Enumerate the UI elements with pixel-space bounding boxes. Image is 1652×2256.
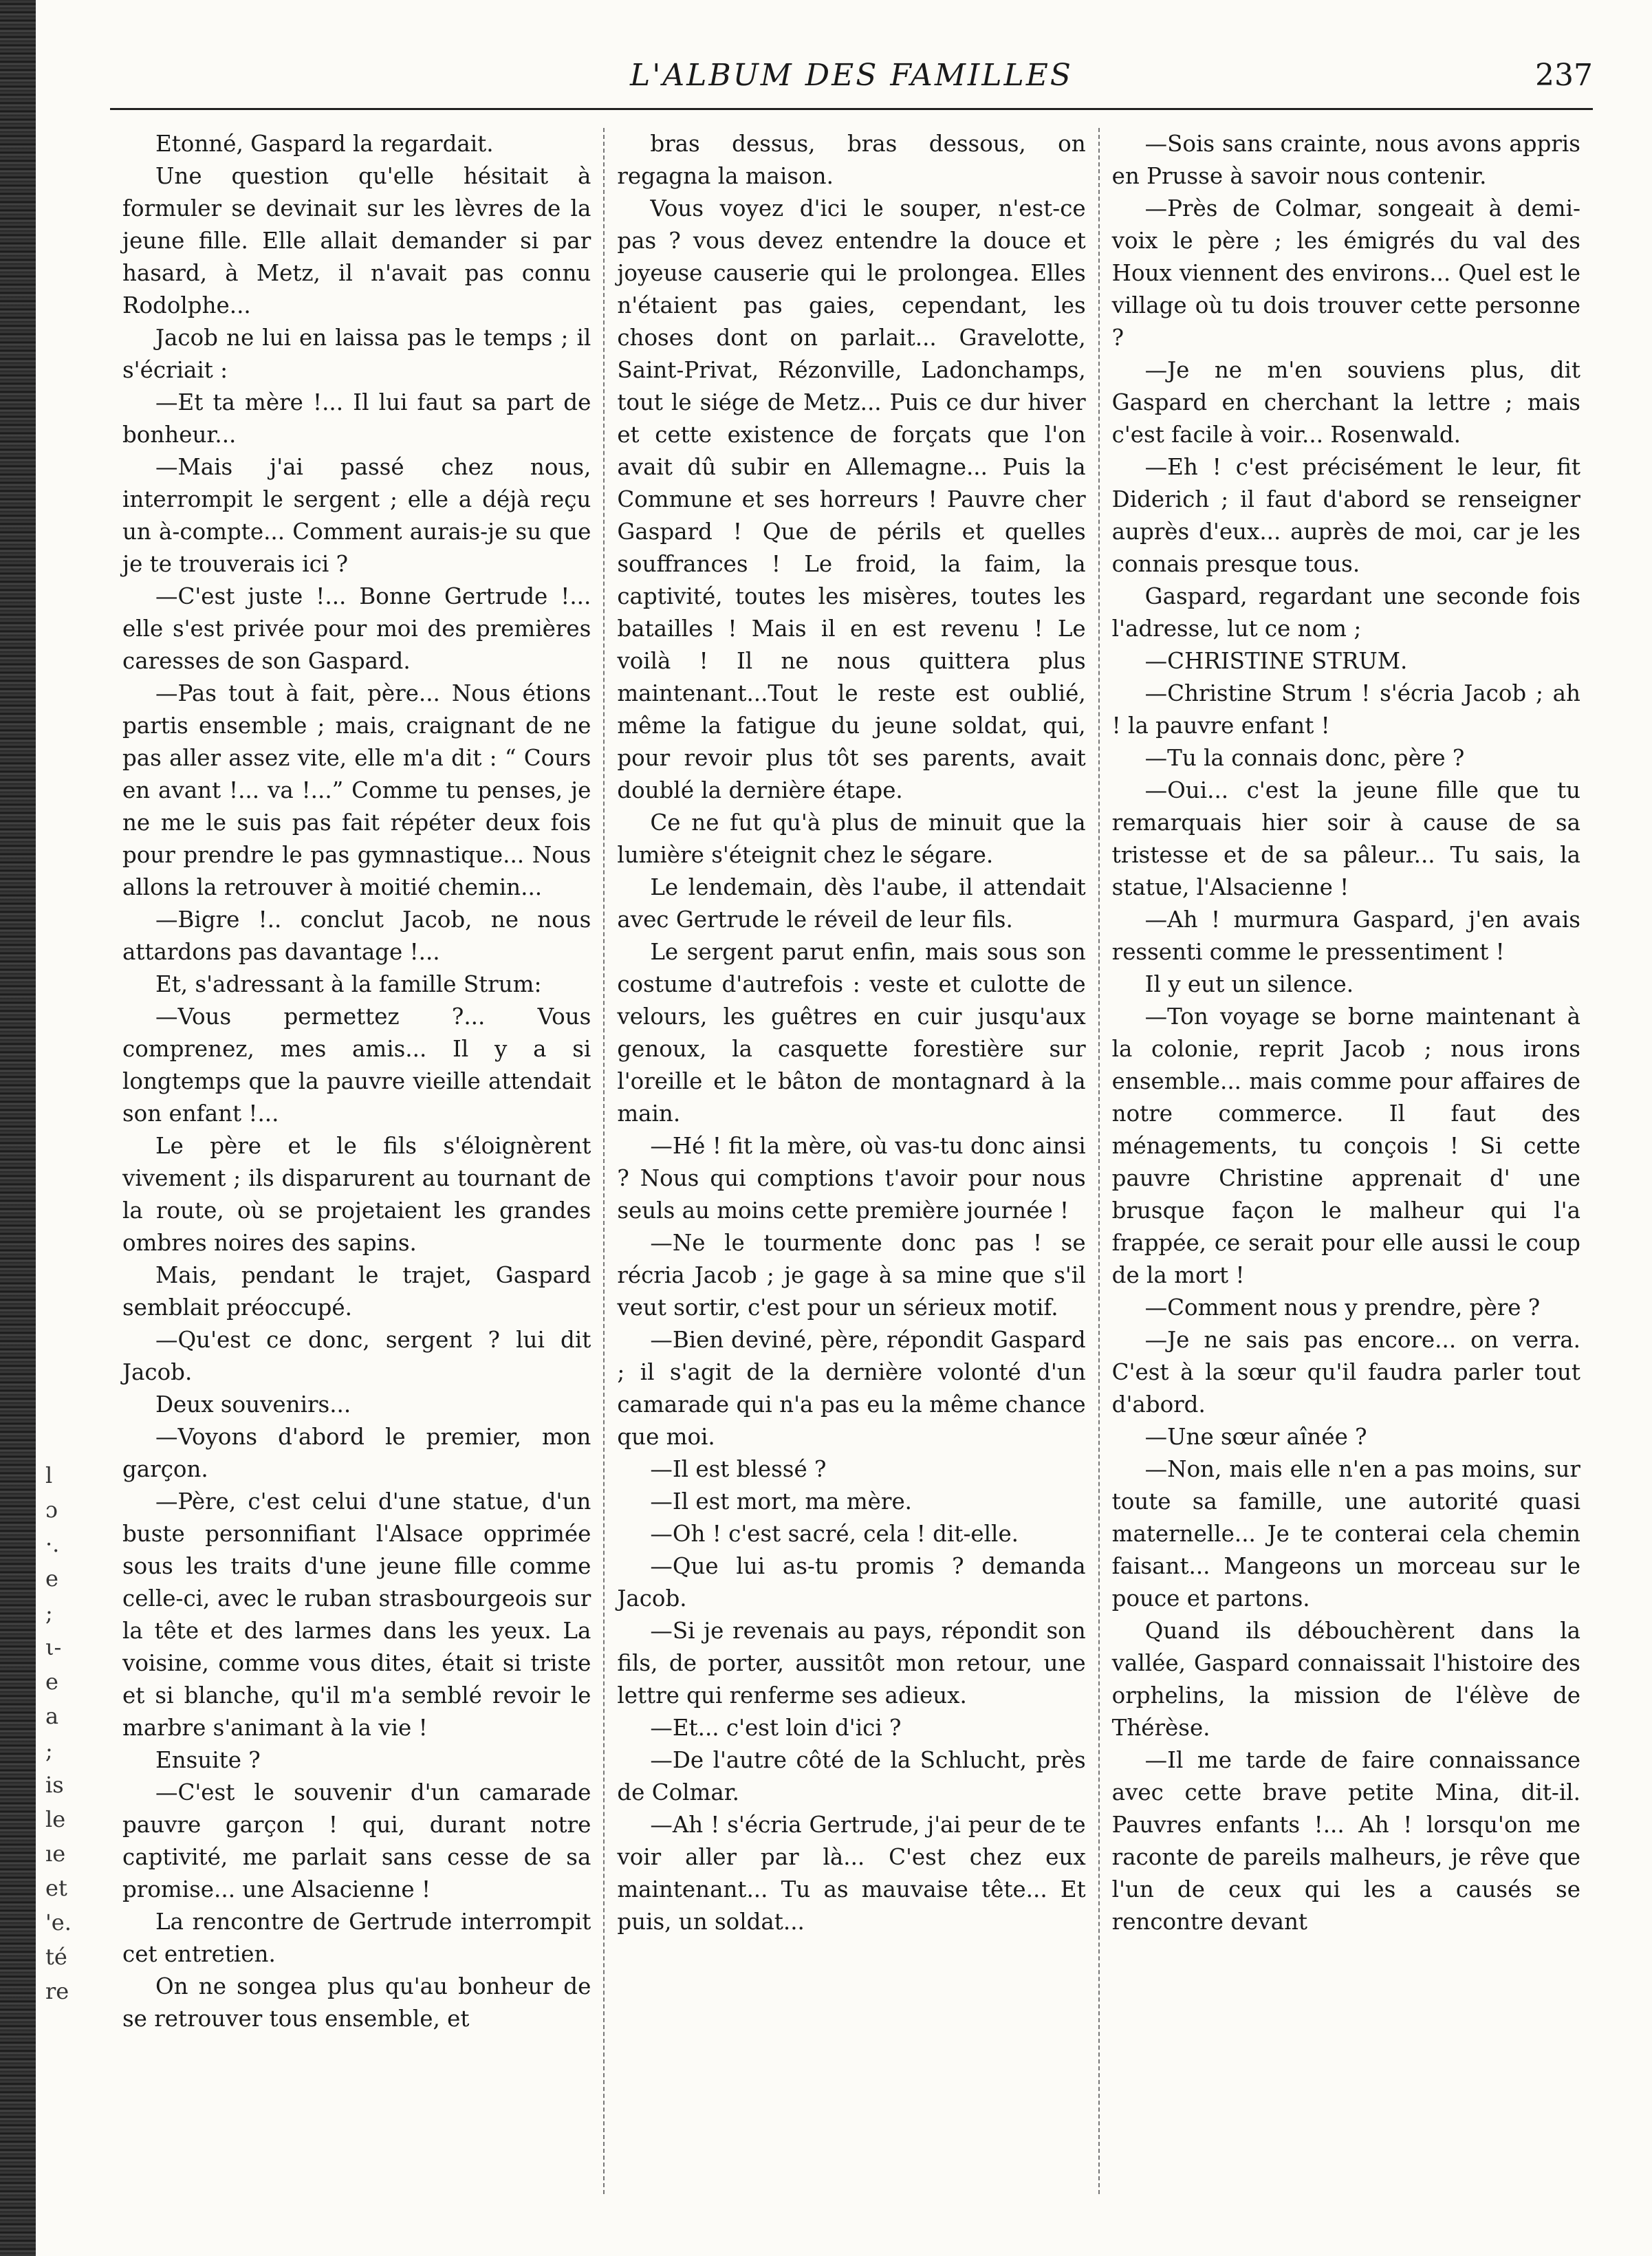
margin-fragment: le [45,1806,66,1832]
paragraph: —CHRISTINE STRUM. [1144,648,1408,674]
paragraph: —Ton voyage se borne maintenant à la colonie, reprit Jacob ; nous irons ensemble... mais comme pour affaires de notre commerce. Il faut des ménagements, tu conçois ! Si cette pauvre Christine apprenait d' une brusque façon le malheur qui l'a frappée, ce serait pour elle aussi le coup de la mort ! [1111,1004,1580,1288]
paragraph: Jacob ne lui en laissa pas le temps ; il s'écriait : [122,325,591,383]
margin-fragment: e [45,1565,58,1592]
page-number: 237 [1535,58,1593,93]
paragraph: —C'est le souvenir d'un camarade pauvre garçon ! qui, durant notre captivité, me parlait sans cesse de sa promise... une Alsacienne ! [122,1779,591,1902]
margin-fragment: ·. [45,1531,60,1557]
paragraph: —Pas tout à fait, père... Nous étions partis ensemble ; mais, craignant de ne pas aller assez vite, elle m'a dit : “ Cours en avant !... va !...” Comme tu penses, je ne me le suis pas fait répéter deux fois pour prendre le pas gymnastique... Nous allons la retrouver à moitié chemin... [122,680,591,900]
header-rule [110,108,1593,110]
running-title: L'ALBUM DES FAMILLES [630,58,1073,93]
paragraph: Et, s'adressant à la famille Strum: [155,971,542,997]
paragraph: Le lendemain, dès l'aube, il attendait avec Gertrude le réveil de leur fils. [617,874,1086,933]
paragraph: Une question qu'elle hésitait à formuler se devinait sur les lèvres de la jeune fille. Elle allait demander si par hasard, à Metz, il n'avait pas connu Rodolphe... [122,163,591,318]
paragraph: —De l'autre côté de la Schlucht, près de Colmar. [617,1747,1086,1805]
column-2 [603,128,1098,2194]
paragraph: —Ah ! s'écria Gertrude, j'ai peur de te voir aller par là... C'est chez eux maintenant... Tu as mauvaise tête... Et puis, un soldat... [617,1812,1086,1935]
paragraph: —Que lui as-tu promis ? demanda Jacob. [617,1553,1086,1612]
paragraph: —Christine Strum ! s'écria Jacob ; ah ! la pauvre enfant ! [1111,680,1580,739]
margin-fragment: re [45,1978,69,2004]
paragraph: —Ne le tourmente donc pas ! se récria Jacob ; je gage à sa mine que s'il veut sortir, c'est pour un sérieux motif. [617,1230,1086,1321]
paragraph: —Oui... c'est la jeune fille que tu remarquais hier soir à cause de sa tristesse et de sa pâleur... Tu sais, la statue, l'Alsacienne ! [1111,777,1580,900]
page-header [110,58,1593,110]
margin-fragment: et [45,1875,67,1901]
paragraph: —Non, mais elle n'en a pas moins, sur toute sa famille, une autorité quasi maternelle... Je te conterai cela chemin faisant... Mangeons un morceau sur le pouce et partons. [1111,1456,1580,1612]
paragraph: Deux souvenirs... [155,1391,351,1418]
margin-fragment: ; [45,1737,53,1764]
paragraph: Mais, pendant le trajet, Gaspard semblait préoccupé. [122,1262,591,1321]
paragraph: On ne songea plus qu'au bonheur de se retrouver tous ensemble, et [122,1973,591,2032]
paragraph: —Voyons d'abord le premier, mon garçon. [122,1424,591,1482]
paragraph: Ensuite ? [155,1747,261,1773]
paragraph: Il y eut un silence. [1144,971,1354,997]
paragraph: —C'est juste !... Bonne Gertrude !... elle s'est privée pour moi des premières caresses de son Gaspard. [122,583,591,674]
paragraph: —Il est blessé ? [650,1456,827,1482]
column-3 [1098,128,1593,2194]
paragraph: —Mais j'ai passé chez nous, interrompit le sergent ; elle a déjà reçu un à-compte... Comment aurais-je su que je te trouverais ici ? [122,454,591,577]
margin-fragment: ; [45,1600,53,1626]
paragraph: bras dessus, bras dessous, on regagna la maison. [617,131,1086,189]
paragraph: Gaspard, regardant une seconde fois l'adresse, lut ce nom ; [1111,583,1580,642]
paragraph: Ce ne fut qu'à plus de minuit que la lumière s'éteignit chez le ségare. [617,810,1086,868]
paragraph: —Il me tarde de faire connaissance avec cette brave petite Mina, dit-il. Pauvres enfants !... Ah ! lorsqu'on me raconte de pareils malheurs, je rêve que l'un de ceux qui les a causés se rencontre devant [1111,1747,1580,1935]
margin-fragment: e [45,1669,58,1695]
paragraph: —Qu'est ce donc, sergent ? lui dit Jacob. [122,1327,591,1385]
margin-fragment: l [45,1462,53,1488]
paragraph: —Comment nous y prendre, père ? [1144,1294,1541,1321]
paragraph: Quand ils débouchèrent dans la vallée, Gaspard connaissait l'histoire des orphelins, la mission de l'élève de Thérèse. [1111,1618,1580,1741]
paragraph: —Je ne m'en souviens plus, dit Gaspard en cherchant la lettre ; mais c'est facile à voir... Rosenwald. [1111,357,1580,448]
paragraph: —Sois sans crainte, nous avons appris en Prusse à savoir nous contenir. [1111,131,1580,189]
text-columns [110,128,1593,2194]
paragraph: Le sergent parut enfin, mais sous son costume d'autrefois : veste et culotte de velours, les guêtres en cuir jusqu'aux genoux, la casquette forestière sur l'oreille et le bâton de montagnard à la main. [617,939,1086,1127]
paragraph: —Si je revenais au pays, répondit son fils, de porter, aussitôt mon retour, une lettre qui renferme ses adieux. [617,1618,1086,1709]
paragraph: —Eh ! c'est précisément le leur, fit Diderich ; il faut d'abord se renseigner auprès d'eux... auprès de moi, car je les connais presque tous. [1111,454,1580,577]
paragraph: —Père, c'est celui d'une statue, d'un buste personnifiant l'Alsace opprimée sous les traits d'une jeune fille comme celle-ci, avec le ruban strasbourgeois sur la tête et des larmes dans les yeux. La voisine, comme vous dites, était si triste et si blanche, qu'il m'a semblé revoir le marbre s'animant à la vie ! [122,1488,591,1741]
margin-fragments [45,1458,87,2008]
margin-fragment: ıe [45,1841,66,1867]
paragraph: —Je ne sais pas encore... on verra. C'est à la sœur qu'il faudra parler tout d'abord. [1111,1327,1580,1418]
paragraph: —Une sœur aînée ? [1144,1424,1367,1450]
margin-fragment: a [45,1703,59,1729]
paragraph: La rencontre de Gertrude interrompit cet entretien. [122,1909,591,1967]
paragraph: —Vous permettez ?... Vous comprenez, mes amis... Il y a si longtemps que la pauvre vieille attendait son enfant !... [122,1004,591,1127]
paragraph: —Et ta mère !... Il lui faut sa part de bonheur... [122,389,591,448]
binding-edge [0,0,36,2256]
paragraph: —Près de Colmar, songeait à demi-voix le père ; les émigrés du val des Houx viennent des environs... Quel est le village où tu dois trouver cette personne ? [1111,195,1580,351]
margin-fragment: 'e. [45,1909,72,1935]
paragraph: —Tu la connais donc, père ? [1144,745,1465,771]
paragraph: —Il est mort, ma mère. [650,1488,913,1515]
paragraph: Vous voyez d'ici le souper, n'est-ce pas ? vous devez entendre la douce et joyeuse causerie qui le prolongea. Elles n'étaient pas gaies, cependant, les choses dont on parlait... Gravelotte, Saint-Privat, Rézonville, Ladonchamps, tout le siége de Metz... Puis ce dur hiver et cette existence de forçats que l'on avait dû subir en Allemagne... Puis la Commune et ses horreurs ! Pauvre cher Gaspard ! Que de périls et quelles souffrances ! Le froid, la faim, la captivité, toutes les misères, toutes les batailles ! Mais il en est revenu ! Le voilà ! Il ne nous quittera plus maintenant...Tout le reste est oublié, même la fatigue du jeune soldat, qui, pour revoir plus tôt ses parents, avait doublé la dernière étape. [617,195,1086,803]
paragraph: —Oh ! c'est sacré, cela ! dit-elle. [650,1521,1019,1547]
paragraph: Etonné, Gaspard la regardait. [155,131,494,157]
paragraph: —Bien deviné, père, répondit Gaspard ; il s'agit de la dernière volonté d'un camarade qui n'a pas eu la même chance que moi. [617,1327,1086,1450]
paragraph: —Bigre !.. conclut Jacob, ne nous attardons pas davantage !... [122,907,591,965]
paragraph: —Et... c'est loin d'ici ? [650,1715,902,1741]
paragraph: —Ah ! murmura Gaspard, j'en avais ressenti comme le pressentiment ! [1111,907,1580,965]
margin-fragment: ι- [45,1634,62,1660]
margin-fragment: ɔ [45,1497,58,1523]
paragraph: —Hé ! fit la mère, où vas-tu donc ainsi ? Nous qui comptions t'avoir pour nous seuls au moins cette première journée ! [617,1133,1086,1224]
paragraph: Le père et le fils s'éloignèrent vivement ; ils disparurent au tournant de la route, où se projetaient les grandes ombres noires des sapins. [122,1133,591,1256]
margin-fragment: té [45,1944,67,1970]
margin-fragment: is [45,1772,64,1798]
column-1 [110,128,603,2194]
